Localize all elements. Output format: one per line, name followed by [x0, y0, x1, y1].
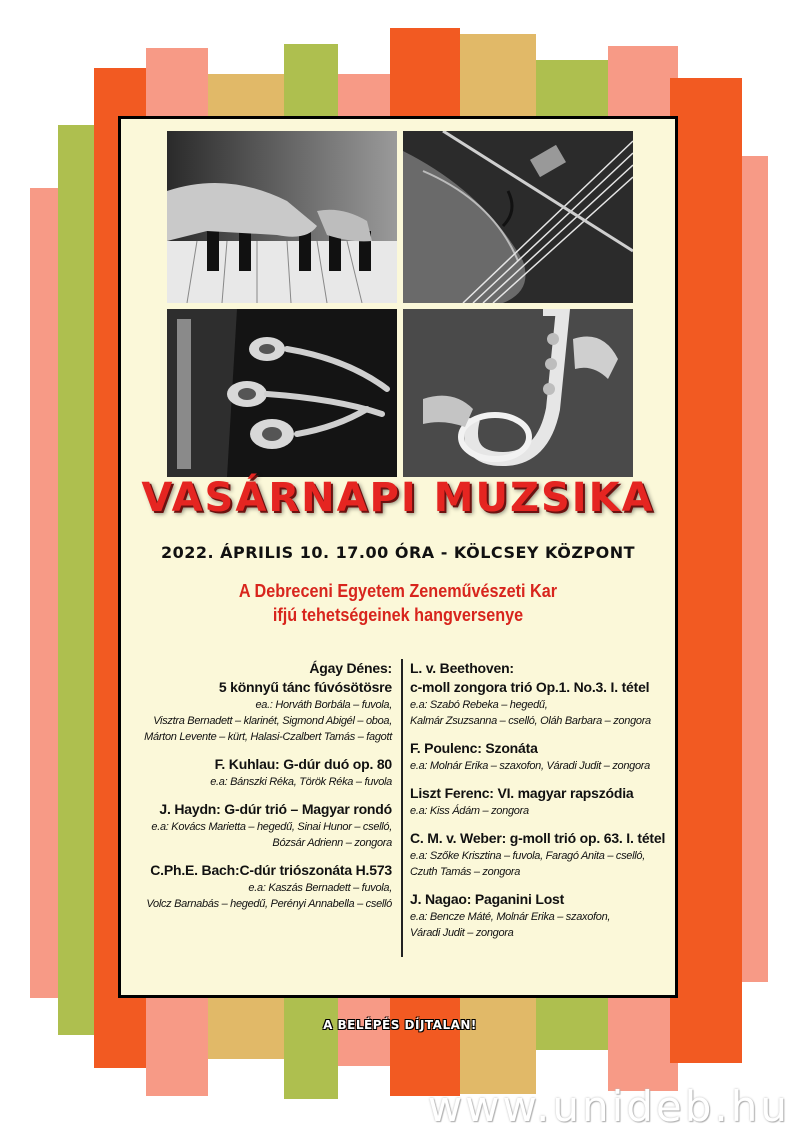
photo-bassoon [167, 309, 397, 477]
saxophone-icon [403, 309, 633, 477]
performers: e.a: Molnár Erika – szaxofon, Váradi Judit – zongora [410, 760, 650, 772]
piece-title: L. v. Beethoven: [410, 660, 514, 676]
piano-keys-icon [167, 131, 397, 303]
performers: Volcz Barnabás – hegedű, Perényi Annabella – cselló [146, 898, 392, 910]
piece-title: J. Nagao: Paganini Lost [410, 891, 565, 907]
performers: Váradi Judit – zongora [410, 927, 514, 939]
stripe [670, 78, 742, 1063]
program-item [120, 659, 392, 745]
cello-icon [403, 131, 633, 303]
piece-title: 5 könnyű tánc fúvósötösre [218, 679, 392, 695]
piece-title: C.Ph.E. Bach:C-dúr triószonáta H.573 [150, 862, 392, 878]
piece-title: F. Poulenc: Szonáta [410, 740, 538, 756]
program-item [120, 755, 392, 790]
piece-title: Liszt Ferenc: VI. magyar rapszódia [410, 785, 634, 801]
organizer-line: A Debreceni Egyetem Zeneművészeti Kar [238, 581, 558, 601]
piece-title: c-moll zongora trió Op.1. No.3. I. tétel [410, 679, 650, 695]
organizer-line: ifjú tehetségeinek hangversenye [272, 605, 524, 625]
performers: ea.: Horváth Borbála – fuvola, [255, 699, 392, 711]
piece-title: J. Haydn: G-dúr trió – Magyar rondó [159, 801, 392, 817]
performers: e.a: Bánszki Réka, Török Réka – fuvola [210, 776, 392, 788]
performers: Visztra Bernadett – klarinét, Sigmond Abigél – oboa, [153, 715, 392, 727]
organizer [149, 579, 648, 627]
column-divider [401, 659, 403, 957]
watermark: www.unideb.hu [427, 1082, 790, 1131]
poster-title: VASÁRNAPI MUZSIKA [141, 475, 655, 521]
performers: Márton Levente – kürt, Halasi-Czalbert Tamás – fagott [144, 731, 392, 743]
program-item [410, 659, 672, 729]
poster-panel [118, 116, 678, 998]
event-date-venue: 2022. ÁPRILIS 10. 17.00 ÓRA - KÖLCSEY KÖZPONT [160, 543, 636, 562]
photo-saxophone [403, 309, 633, 477]
free-entry-notice: A BELÉPÉS DÍJTALAN! [323, 1018, 477, 1032]
photo-piano [167, 131, 397, 303]
performers: e.a: Kiss Ádám – zongora [410, 805, 529, 817]
performers: e.a: Szabó Rebeka – hegedű, [410, 699, 548, 711]
performers: Bózsár Adrienn – zongora [272, 837, 392, 849]
program-item [410, 784, 672, 819]
performers: e.a: Kovács Marietta – hegedű, Sinai Hunor – cselló, [151, 821, 392, 833]
piece-title: C. M. v. Weber: g-moll trió op. 63. I. tétel [410, 830, 666, 846]
woodwind-keys-icon [167, 309, 397, 477]
stripe [742, 156, 768, 982]
performers: e.a: Kaszás Bernadett – fuvola, [248, 882, 392, 894]
performers: e.a: Szőke Krisztina – fuvola, Faragó Anita – cselló, [410, 850, 645, 862]
performers: Czuth Tamás – zongora [410, 866, 521, 878]
program-left-column [120, 659, 392, 922]
program-right-column [410, 659, 672, 951]
program-item [410, 739, 672, 774]
performers: e.a: Bencze Máté, Molnár Erika – szaxofon, [410, 911, 611, 923]
program-item [120, 800, 392, 851]
stripe [58, 125, 96, 1035]
piece-title: Ágay Dénes: [309, 660, 392, 676]
program-item [120, 861, 392, 912]
program-item [410, 890, 672, 941]
program-item [410, 829, 672, 880]
photo-cello [403, 131, 633, 303]
piece-title: F. Kuhlau: G-dúr duó op. 80 [214, 756, 392, 772]
performers: Kalmár Zsuzsanna – cselló, Oláh Barbara – zongora [410, 715, 651, 727]
